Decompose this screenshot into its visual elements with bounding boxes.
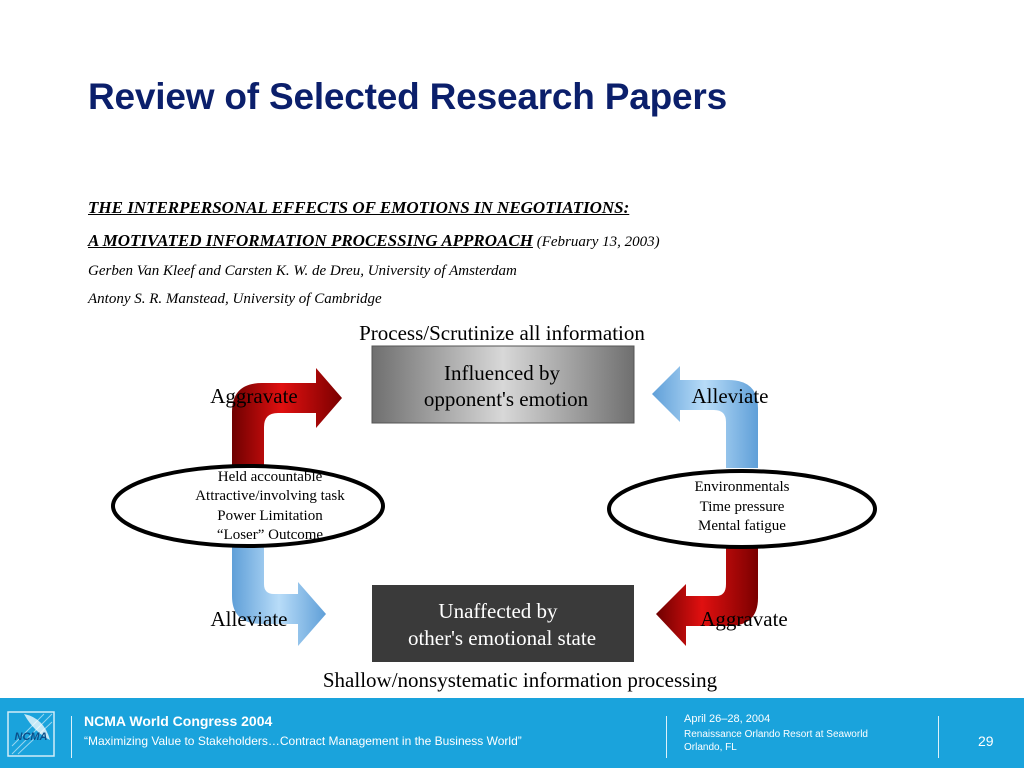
footer-divider-right xyxy=(938,716,939,758)
footer-city: Orlando, FL xyxy=(684,742,737,753)
paper-title-main: A MOTIVATED INFORMATION PROCESSING APPROACH xyxy=(88,231,533,250)
paper-title-line-1: THE INTERPERSONAL EFFECTS OF EMOTIONS IN NEGOTIATIONS: xyxy=(88,198,630,217)
left-ellipse-item-1: Held accountable xyxy=(217,469,323,485)
unaffected-box-line-2: other's emotional state xyxy=(407,626,597,650)
paper-date: (February 13, 2003) xyxy=(532,234,660,250)
influenced-box-line-1: Influenced by xyxy=(443,361,561,385)
left-ellipse-item-3: Power Limitation xyxy=(217,508,323,524)
paper-authors-1: Gerben Van Kleef and Carsten K. W. de Dreu, University of Amsterdam xyxy=(88,263,517,279)
footer-tagline: “Maximizing Value to Stakeholders…Contract Management in the Business World” xyxy=(84,734,522,748)
footer-org-name: NCMA World Congress 2004 xyxy=(84,713,273,729)
ncma-logo-icon xyxy=(4,706,62,762)
unaffected-box-line-1: Unaffected by xyxy=(438,599,558,623)
aggravate-label-left: Aggravate xyxy=(210,384,298,408)
left-ellipse-item-2: Attractive/involving task xyxy=(195,488,345,504)
slide-title: Review of Selected Research Papers xyxy=(88,76,727,117)
footer-bar xyxy=(0,698,1024,768)
footer-divider-middle xyxy=(666,716,667,758)
influenced-box-line-2: opponent's emotion xyxy=(423,387,589,411)
unaffected-box xyxy=(372,585,634,662)
bottom-process-label: Shallow/nonsystematic information processing xyxy=(322,668,718,692)
top-process-label: Process/Scrutinize all information xyxy=(359,321,645,345)
aggravate-arrow-right xyxy=(656,548,758,646)
logo-text: NCMA xyxy=(14,731,48,743)
footer-venue: Renaissance Orlando Resort at Seaworld xyxy=(684,729,868,740)
page-number: 29 xyxy=(978,733,994,749)
right-ellipse-item-1: Environmentals xyxy=(694,479,790,495)
aggravate-label-right: Aggravate xyxy=(700,607,788,631)
right-ellipse-item-3: Mental fatigue xyxy=(698,518,786,534)
aggravate-arrow-left xyxy=(232,368,342,468)
footer-divider-left xyxy=(71,716,72,758)
paper-authors-2: Antony S. R. Manstead, University of Cambridge xyxy=(88,291,382,307)
right-ellipse-item-2: Time pressure xyxy=(699,499,785,515)
footer-date: April 26–28, 2004 xyxy=(684,713,771,725)
alleviate-label-right: Alleviate xyxy=(691,384,769,408)
left-ellipse-item-4: “Loser” Outcome xyxy=(216,527,324,543)
alleviate-label-left: Alleviate xyxy=(210,607,288,631)
alleviate-arrow-right xyxy=(652,366,758,468)
